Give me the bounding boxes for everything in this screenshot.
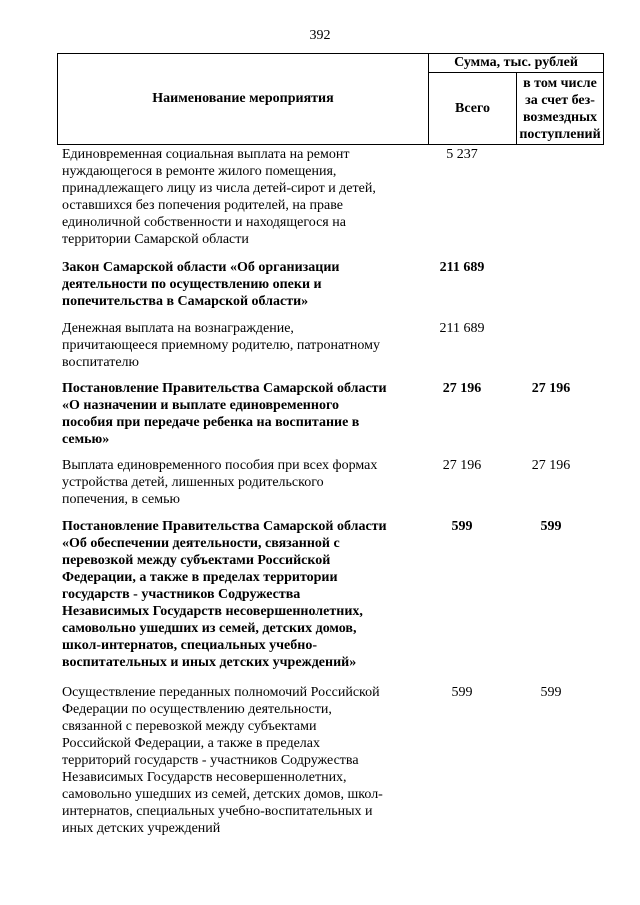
header-line: за счет без- [525,92,595,108]
row-total: 27 196 [442,458,482,473]
row-including: 27 196 [531,381,571,396]
row-name [62,518,422,671]
header-line: возмездных [522,109,598,125]
row-name [62,457,422,508]
text-line: школ-интернатов, специальных учебно- [62,638,317,653]
row-name [62,259,422,310]
text-line: Постановление Правительства Самарской области [62,519,387,534]
row-total: 211 689 [439,321,485,336]
page-number: 392 [309,28,331,43]
text-line: Выплата единовременного пособия при всех формах [62,458,378,473]
header-line: в том числе [523,75,597,91]
text-line: единоличной собственности и находящегося на [62,215,346,230]
text-line: нуждающегося в ремонте жилого помещения, [62,164,337,179]
row-name [62,320,422,371]
text-line: территории Самарской области [62,232,249,247]
text-line: Независимых Государств несовершеннолетних, [62,604,363,619]
text-line: деятельности по осуществлению опеки и [62,277,322,292]
header-line: поступлений [519,126,601,142]
text-line: «О назначении и выплате единовременного [62,398,339,413]
text-line: причитающееся приемному родителю, патронатному [62,338,381,353]
text-line: принадлежащего лицу из числа детей-сирот и детей, [62,181,376,196]
row-total: 5 237 [446,147,478,162]
text-line: самовольно ушедших из семей, детских домов, [62,621,357,636]
table-header [57,53,604,145]
row-total: 599 [451,685,473,700]
text-line: попечения, в семью [62,492,180,507]
row-name [62,380,422,448]
text-line: самовольно ушедших из семей, детских домов, школ- [62,787,383,802]
text-line: Независимых Государств несовершеннолетних, [62,770,347,785]
row-name [62,684,422,837]
column-header-name: Наименование мероприятия [58,54,429,144]
row-including: 599 [540,685,562,700]
text-line: Единовременная социальная выплата на ремонт [62,147,350,162]
text-line: семью» [62,432,110,447]
column-header-including [517,73,603,144]
text-line: оставшихся без попечения родителей, на праве [62,198,343,213]
column-header-total: Всего [429,73,517,144]
text-line: Федерации по осуществлению деятельности, [62,702,332,717]
text-line: Российской Федерации, а также в пределах [62,736,321,751]
text-line: иных детских учреждений [62,821,221,836]
text-line: Постановление Правительства Самарской области [62,381,387,396]
row-total: 27 196 [442,381,482,396]
text-line: связанной с перевозкой между субъектами [62,719,317,734]
row-total: 211 689 [439,260,485,275]
text-line: Осуществление переданных полномочий Российской [62,685,380,700]
text-line: интернатов, специальных учебно-воспитательных и [62,804,373,819]
text-line: Денежная выплата на вознаграждение, [62,321,294,336]
text-line: Закон Самарской области «Об организации [62,260,340,275]
row-including: 599 [540,519,562,534]
row-name [62,146,422,248]
text-line: воспитательных и иных детских учреждений» [62,655,357,670]
text-line: Федерации, а также в пределах территории [62,570,338,585]
text-line: попечительства в Самарской области» [62,294,309,309]
text-line: государств - участников Содружества [62,587,301,602]
text-line: «Об обеспечении деятельности, связанной с [62,536,340,551]
text-line: перевозкой между субъектами Российской [62,553,331,568]
row-including: 27 196 [531,458,571,473]
text-line: устройства детей, лишенных родительского [62,475,324,490]
column-header-sum: Сумма, тыс. рублей [429,54,603,73]
text-line: территорий государств - участников Содружества [62,753,359,768]
text-line: воспитателю [62,355,139,370]
text-line: пособия при передаче ребенка на воспитание в [62,415,360,430]
row-total: 599 [451,519,473,534]
